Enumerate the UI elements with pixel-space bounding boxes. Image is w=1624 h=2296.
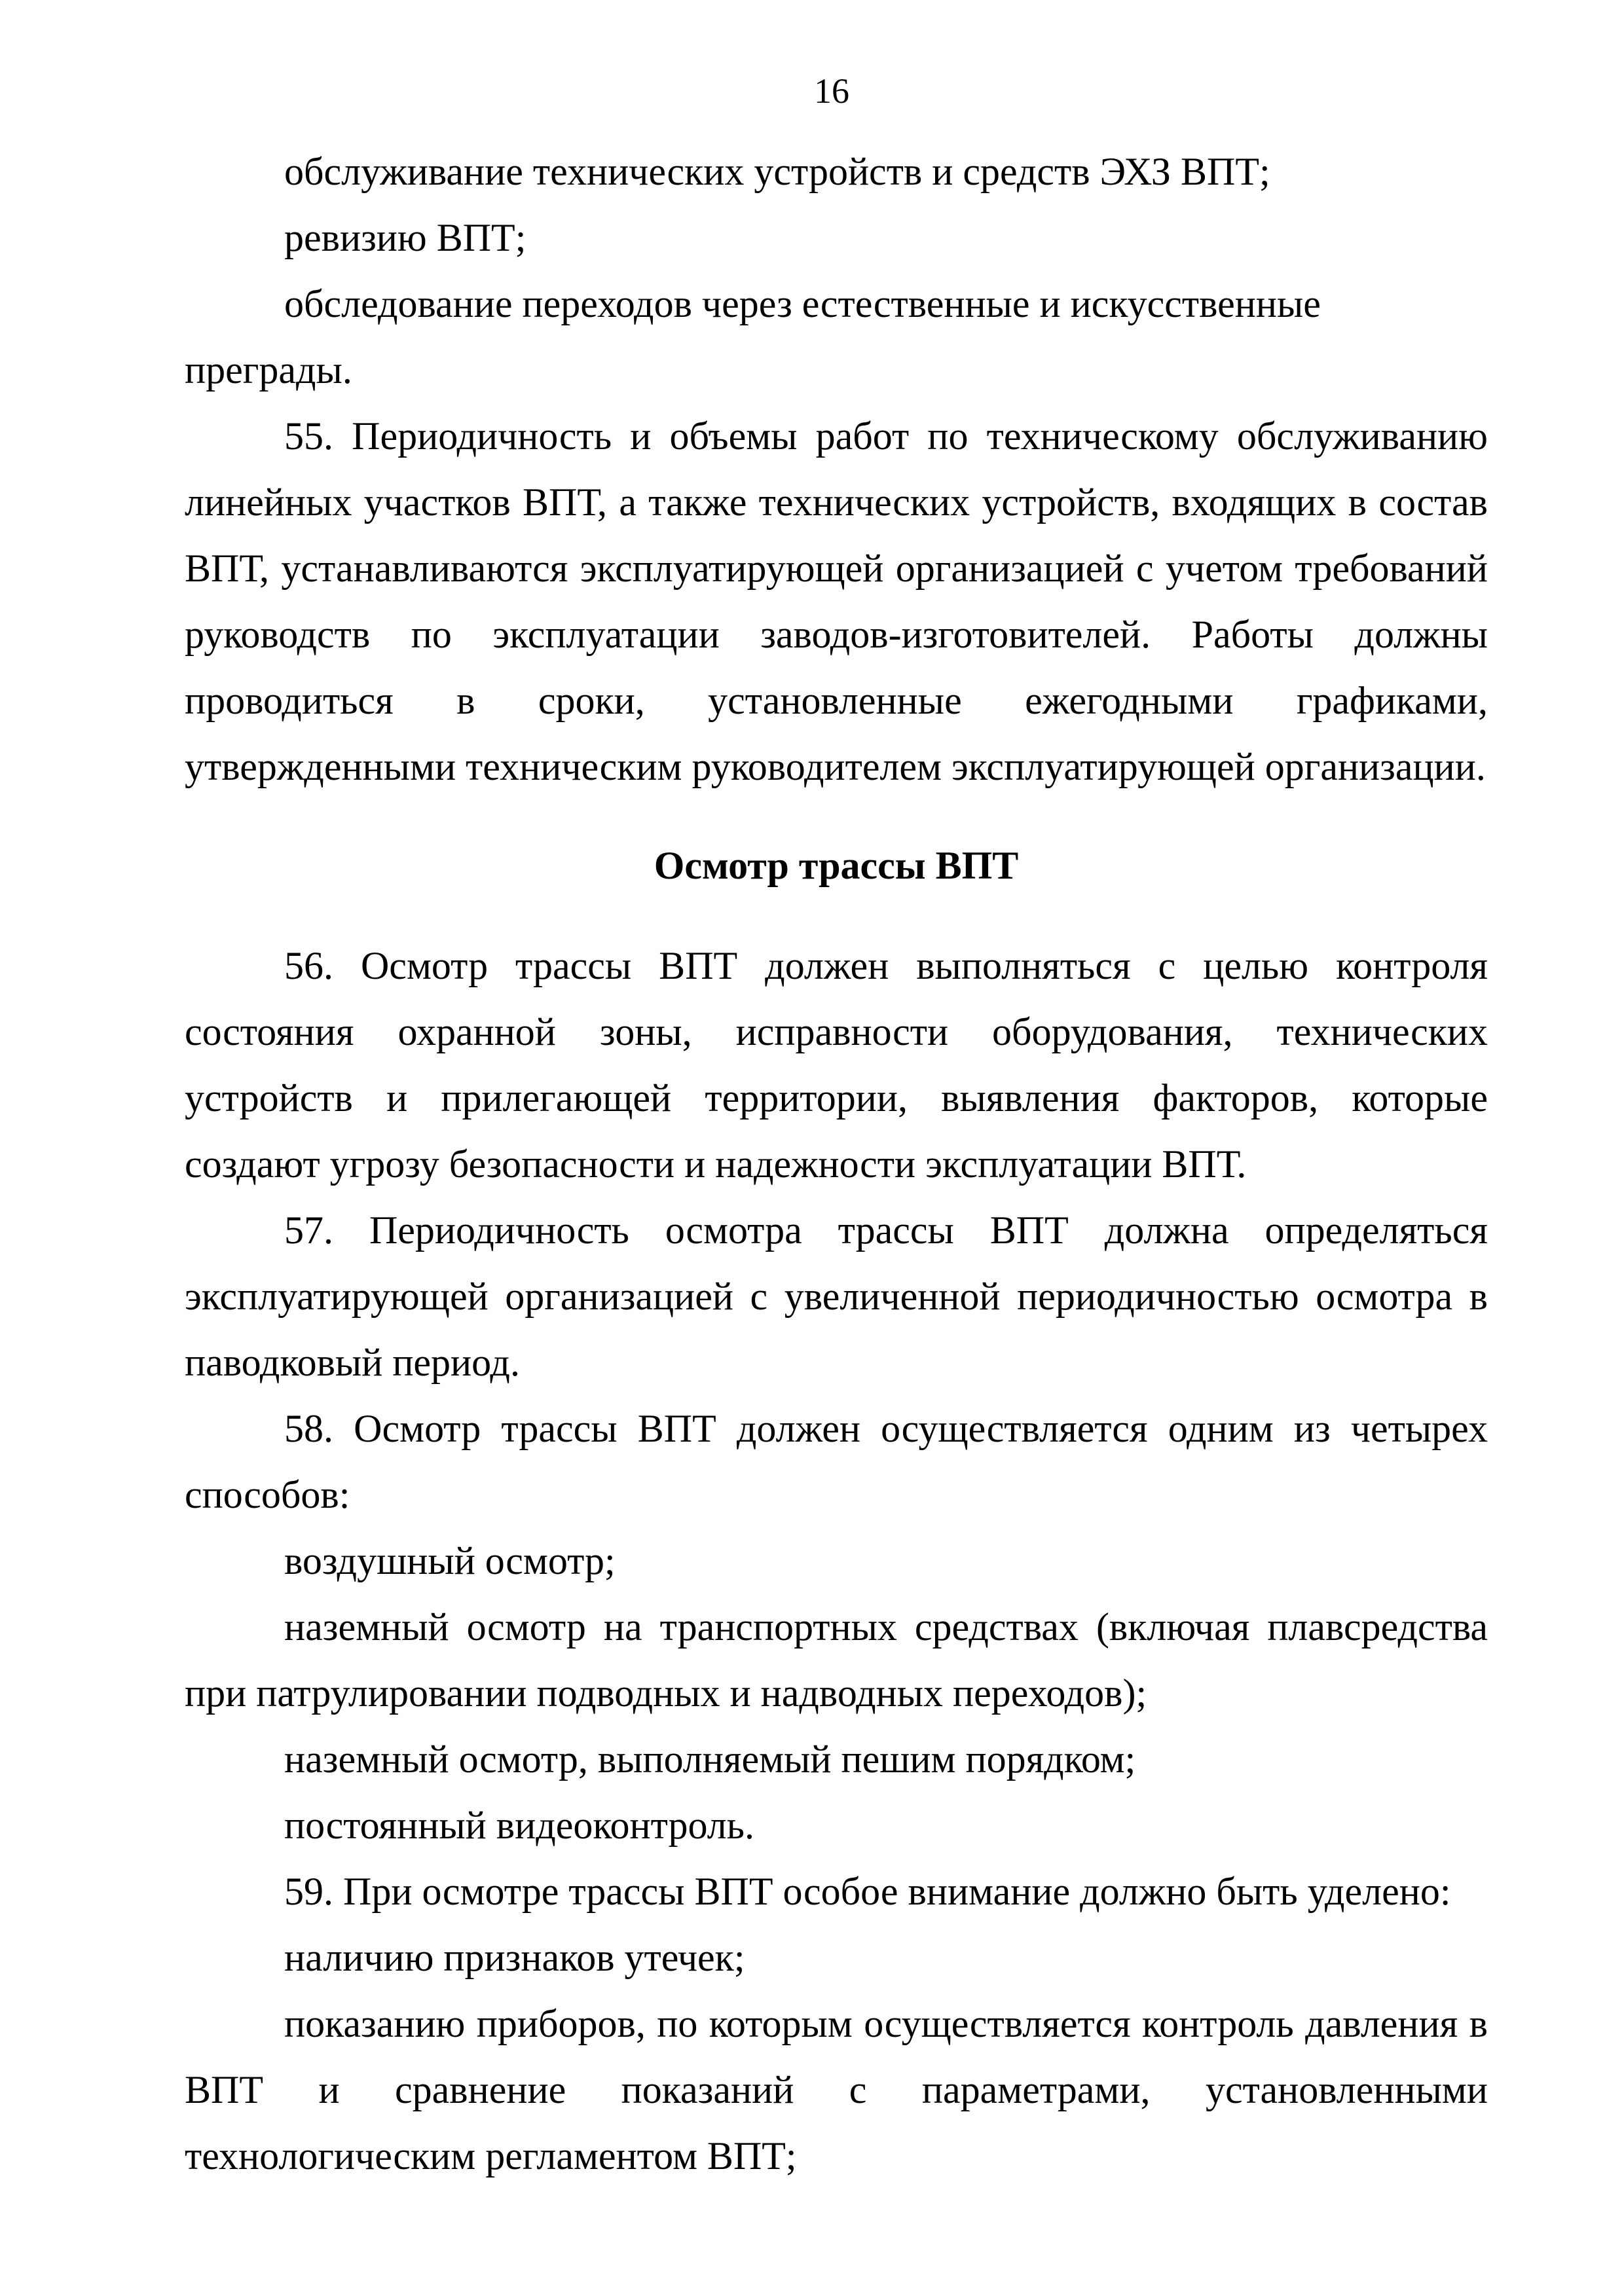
paragraph-56: 56. Осмотр трассы ВПТ должен выполняться с целью контроля состояния охранной зоны, исправности оборудования, технических устройств и прилегающей территории, выявления факторов, которые создают угрозу безопасности и надежности эксплуатации ВПТ. bbox=[185, 944, 1488, 1186]
paragraph-list-item: обследование переходов через естественные и искусственные преграды. bbox=[185, 282, 1321, 392]
paragraph-list-item: наличию признаков утечек; bbox=[284, 1936, 745, 1979]
section-heading: Осмотр трассы ВПТ bbox=[654, 844, 1019, 887]
paragraph-list-item: наземный осмотр, выполняемый пешим порядком; bbox=[284, 1738, 1136, 1781]
paragraph-list-item: наземный осмотр на транспортных средствах (включая плавсредства при патрулировании подводных и надводных переходов); bbox=[185, 1605, 1488, 1715]
page-number: 16 bbox=[814, 71, 849, 111]
paragraph-list-item: воздушный осмотр; bbox=[284, 1539, 616, 1582]
paragraph-list-item: обслуживание технических устройств и средств ЭХЗ ВПТ; bbox=[284, 150, 1270, 193]
paragraph-list-item: постоянный видеоконтроль. bbox=[284, 1804, 755, 1847]
paragraph-list-item: показанию приборов, по которым осуществляется контроль давления в ВПТ и сравнение показаний с параметрами, установленными технологическим регламентом ВПТ; bbox=[185, 2002, 1488, 2178]
paragraph-59: 59. При осмотре трассы ВПТ особое внимание должно быть уделено: bbox=[284, 1870, 1451, 1913]
paragraph-57: 57. Периодичность осмотра трассы ВПТ должна определяться эксплуатирующей организацией с увеличенной периодичностью осмотра в паводковый период. bbox=[185, 1209, 1488, 1384]
document-body bbox=[185, 139, 1488, 2189]
paragraph-55: 55. Периодичность и объемы работ по техническому обслуживанию линейных участков ВПТ, а также технических устройств, входящих в состав ВПТ, устанавливаются эксплуатирующей организацией с учетом требований руководств по эксплуатации заводов-изготовителей. Работы должны проводиться в сроки, установленные ежегодными графиками, утвержденными техническим руководителем эксплуатирующей организации. bbox=[185, 414, 1488, 788]
paragraph-list-item: ревизию ВПТ; bbox=[284, 216, 526, 259]
paragraph-58: 58. Осмотр трассы ВПТ должен осуществляется одним из четырех способов: bbox=[185, 1407, 1488, 1516]
